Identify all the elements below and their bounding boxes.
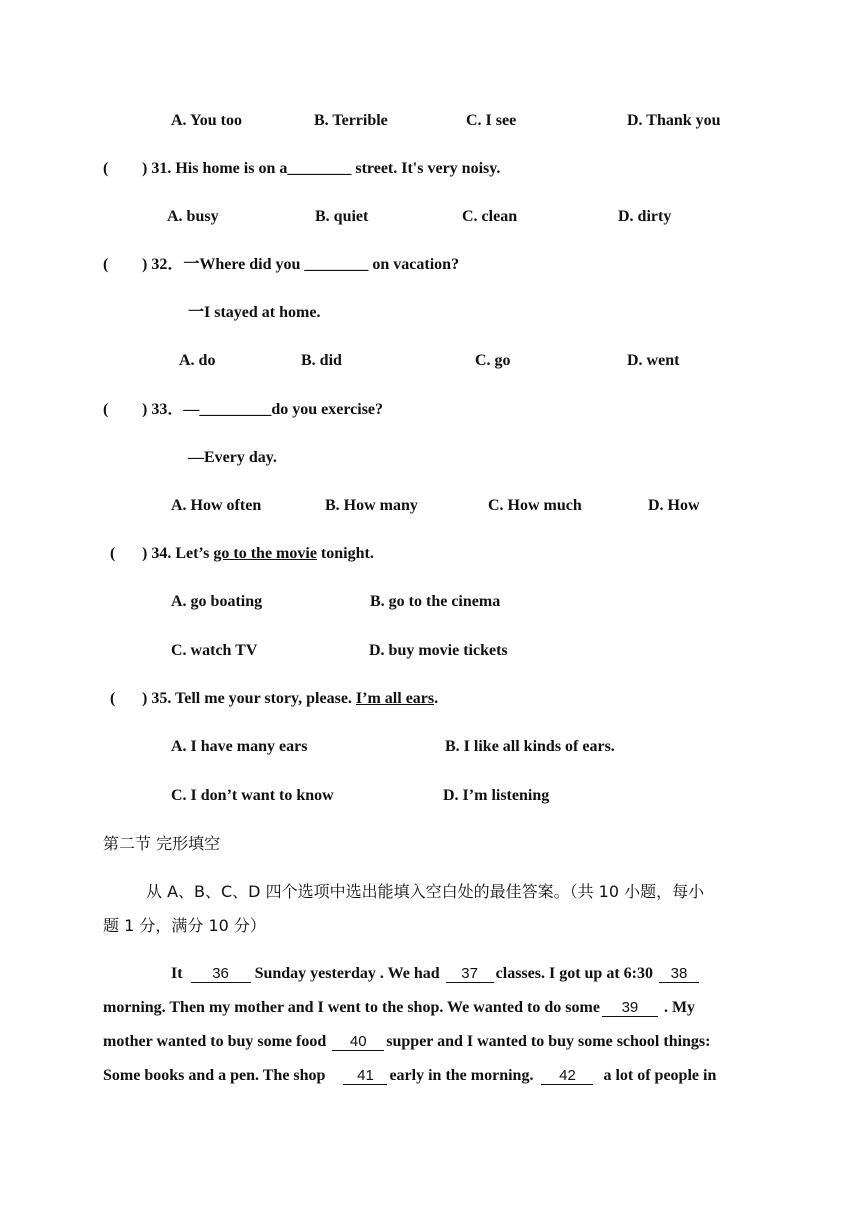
q32-stem-a: ) 32．一Where did you [142, 256, 305, 273]
q30-option-c: C. I see [466, 112, 517, 129]
blank-42[interactable]: 42 [541, 1067, 593, 1085]
q34-underlined-phrase: go to the movie [213, 545, 317, 562]
q34-stem [142, 544, 374, 564]
q33-stem [142, 400, 383, 420]
q33-reply: —Every day. [188, 449, 277, 466]
q35-option-a: A. I have many ears [171, 738, 308, 755]
q35-option-c: C. I don’t want to know [171, 787, 334, 804]
section-heading: 第二节 完形填空 [103, 834, 221, 853]
q31-option-c: C. clean [462, 208, 518, 225]
q34-option-d: D. buy movie tickets [369, 642, 508, 659]
q32-option-b: B. did [301, 352, 342, 369]
section-instructions-line2: 题 1 分，满分 10 分） [103, 916, 266, 935]
q31-paren-open: ( [103, 160, 109, 177]
blank-36[interactable]: 36 [191, 965, 251, 983]
q31-stem [142, 159, 500, 179]
q32-option-a: A. do [179, 352, 216, 369]
q30-option-a: A. You too [171, 112, 242, 129]
passage-text: a lot of people in [599, 1067, 717, 1084]
passage-line-2 [103, 998, 695, 1018]
passage-text: It [171, 965, 187, 982]
section-instructions-line1: 从 A、B、C、D 四个选项中选出能填入空白处的最佳答案。（共 10 小题，每小 [146, 882, 705, 901]
q30-option-d: D. Thank you [627, 112, 721, 129]
blank-37[interactable]: 37 [446, 965, 494, 983]
q34-paren-open: ( [110, 545, 116, 562]
q31-blank: ________ [287, 160, 352, 177]
q33-paren-open: ( [103, 401, 109, 418]
passage-line-4 [103, 1066, 716, 1086]
passage-text: mother wanted to buy some food [103, 1033, 331, 1050]
q31-option-d: D. dirty [618, 208, 672, 225]
q30-option-b: B. Terrible [314, 112, 388, 129]
passage-text: early in the morning. [389, 1067, 538, 1084]
q33-stem-b: do you exercise? [271, 401, 384, 418]
q34-option-b: B. go to the cinema [370, 593, 501, 610]
q32-reply: 一I stayed at home. [188, 304, 321, 321]
q33-option-d: D. How [648, 497, 700, 514]
q35-option-b: B. I like all kinds of ears. [445, 738, 615, 755]
q34-stem-a: ) 34. Let’s [142, 545, 214, 562]
passage-text: Sunday yesterday . We had [254, 965, 444, 982]
passage-text: Some books and a pen. The shop [103, 1067, 330, 1084]
q32-paren-open: ( [103, 256, 109, 273]
q33-option-c: C. How much [488, 497, 582, 514]
q31-option-a: A. busy [167, 208, 219, 225]
passage-text: morning. Then my mother and I went to the shop. We wanted to do some [103, 999, 600, 1016]
q33-stem-a: ) 33．— [142, 401, 200, 418]
q32-option-c: C. go [475, 352, 511, 369]
q33-option-a: A. How often [171, 497, 262, 514]
blank-40[interactable]: 40 [332, 1033, 384, 1051]
q32-blank: ________ [304, 256, 369, 273]
q33-blank: _________ [199, 401, 272, 418]
q32-option-d: D. went [627, 352, 680, 369]
blank-38[interactable]: 38 [659, 965, 699, 983]
q31-stem-b: street. It's very noisy. [351, 160, 501, 177]
passage-text: classes. I got up at 6:30 [495, 965, 657, 982]
q32-stem [142, 255, 459, 275]
q34-stem-b: tonight. [316, 545, 374, 562]
blank-39[interactable]: 39 [602, 999, 658, 1017]
q34-option-c: C. watch TV [171, 642, 258, 659]
q35-underlined-phrase: I’m all ears [355, 690, 435, 707]
passage-line-3 [103, 1032, 710, 1052]
blank-41[interactable]: 41 [343, 1067, 387, 1085]
q35-paren-open: ( [110, 690, 116, 707]
passage-text: supper and I wanted to buy some school things: [386, 1033, 711, 1050]
passage-line-1 [171, 964, 699, 984]
q34-option-a: A. go boating [171, 593, 263, 610]
q35-stem-a: ) 35. Tell me your story, please. [142, 690, 356, 707]
q35-stem [142, 689, 438, 709]
q35-option-d: D. I’m listening [443, 787, 550, 804]
q31-stem-a: ) 31. His home is on a [142, 160, 288, 177]
q31-option-b: B. quiet [315, 208, 369, 225]
q35-stem-b: . [434, 690, 439, 707]
q32-stem-b: on vacation? [368, 256, 460, 273]
q33-option-b: B. How many [325, 497, 418, 514]
passage-text: . My [659, 999, 696, 1016]
